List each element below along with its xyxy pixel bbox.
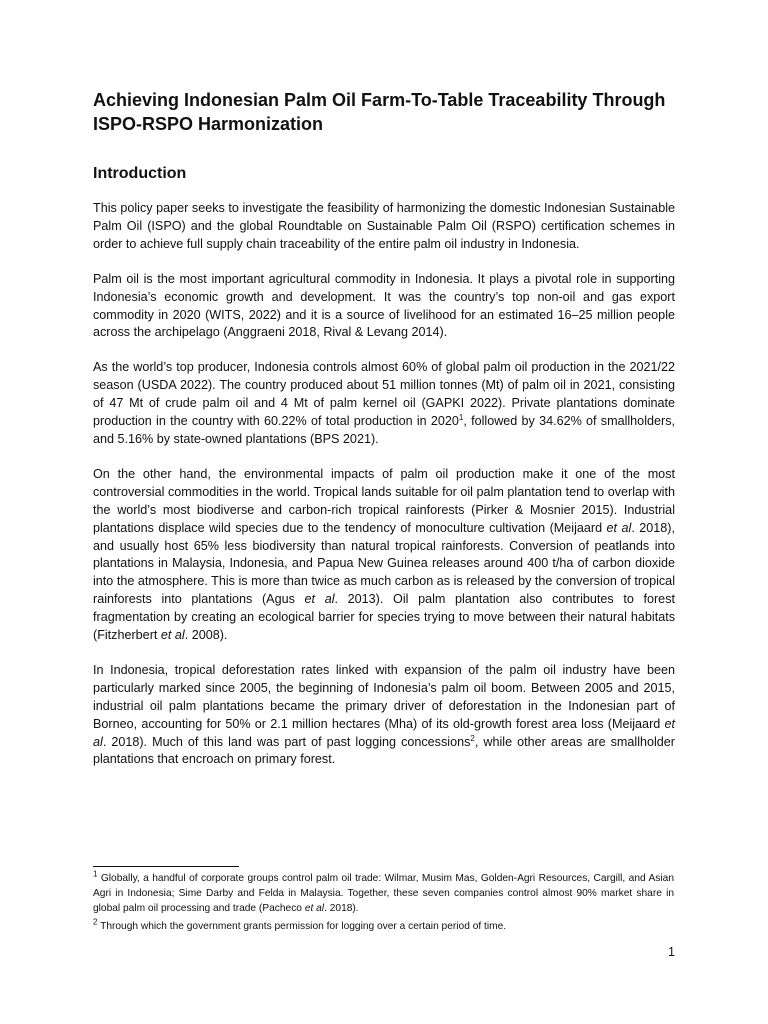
footnote-2	[93, 919, 674, 934]
paragraph-5-text-2: . 2018). Much of this land was part of past logging concessions	[102, 734, 471, 749]
footnote-1	[93, 871, 674, 916]
paragraph-4-text-2: . 2018), and usually host 65% less biodiversity than natural tropical rainforests. Conversion of peatlands into plantations in Malaysia, Indonesia, and Papua New Guinea releases around 400 t/ha of carbon dioxide into the atmosphere. This is more than twice as much carbon as is released by the conversion of tropical rainforests into plantations (Agus	[93, 520, 676, 607]
paragraph-3-text-b: , followed by 34.62% of smallholders, and 5.16% by state-owned plantations (BPS 2021).	[93, 414, 675, 446]
footnote-1-marker: 1	[93, 869, 98, 879]
paragraph-5	[93, 662, 675, 769]
footnote-1-text-a: Globally, a handful of corporate groups control palm oil trade: Wilmar, Musim Mas, Golden-Agri Resources, Cargill, and Asian Agri in Indonesia; Sime Darby and Felda in Malaysia. Together, these seven companies control almost 90% market share in global palm oil processing and trade (Pacheco	[93, 873, 674, 914]
document-title: Achieving Indonesian Palm Oil Farm-To-Table Traceability Through ISPO-RSPO Harmonization	[93, 90, 666, 134]
body-text	[93, 200, 675, 769]
footnote-separator	[93, 866, 239, 867]
footnotes	[93, 871, 674, 937]
paragraph-1: This policy paper seeks to investigate the feasibility of harmonizing the domestic Indonesian Sustainable Palm Oil (ISPO) and the global Roundtable on Sustainable Palm Oil (RSPO) certification schemes in order to achieve full supply chain traceability of the entire palm oil industry in Indonesia.	[93, 201, 675, 251]
paragraph-4-text-4: . 2008).	[184, 628, 228, 643]
page-number: 1	[668, 945, 675, 959]
footnote-2-marker: 2	[93, 917, 98, 927]
paragraph-4-text-3: . 2013). Oil palm plantation also contributes to forest fragmentation by creating an ecological barrier for species trying to move between their natural habitats (Fitzherbert	[93, 592, 675, 643]
footnote-2-text: Through which the government grants permission for logging over a certain period of time.	[97, 921, 507, 932]
italic-et-al: et al	[160, 628, 185, 643]
paragraph-4-text-1: On the other hand, the environmental impacts of palm oil production make it one of the most controversial commodities in the world. Tropical lands suitable for oil palm plantation tend to overlap with the world’s most biodiverse and carbon-rich tropical rainforests (Pirker & Mosnier 2015). Industrial plantations displace wild species due to the tendency of monoculture cultivation (Meijaard	[93, 466, 675, 535]
italic-et-al: et al	[93, 716, 675, 749]
paragraph-2: Palm oil is the most important agricultural commodity in Indonesia. It plays a pivotal role in supporting Indonesia’s economic growth and development. It was the country’s top non-oil and gas export commodity in 2020 (WITS, 2022) and it is a source of livelihood for an estimated 16–25 million people across the archipelago (Anggraeni 2018, Rival & Levang 2014).	[93, 271, 675, 340]
paragraph-5-text-1: In Indonesia, tropical deforestation rates linked with expansion of the palm oil industry have been particularly marked since 2005, the beginning of Indonesia’s palm oil boom. Between 2005 and 2015, industrial oil palm plantations became the primary driver of deforestation in the Indonesian part of Borneo, accounting for 50% or 2.1 million hectares (Mha) of its old-growth forest area loss (Meijaard	[93, 662, 675, 731]
paragraph-3-text-a: As the world’s top producer, Indonesia controls almost 60% of global palm oil production in the 2021/22 season (USDA 2022). The country produced about 51 million tonnes (Mt) of palm oil in 2021, consisting of 47 Mt of crude palm oil and 4 Mt of palm kernel oil (GAPKI 2022). Private plantations dominate production in the country with 60.22% of total production in 2020	[93, 360, 675, 429]
italic-et-al: et al	[304, 903, 325, 914]
section-heading-introduction: Introduction	[93, 165, 187, 182]
paragraph-5-text-3: , while other areas are smallholder plantations that encroach on primary forest.	[93, 734, 675, 767]
italic-et-al: et al	[304, 592, 335, 607]
paragraph-3	[93, 359, 675, 449]
italic-et-al: et al	[606, 520, 632, 535]
paragraph-4	[93, 466, 675, 645]
footnote-1-text-b: . 2018).	[324, 903, 359, 914]
footnote-ref-1[interactable]: 1	[458, 412, 464, 422]
footnote-ref-2[interactable]: 2	[470, 733, 475, 743]
